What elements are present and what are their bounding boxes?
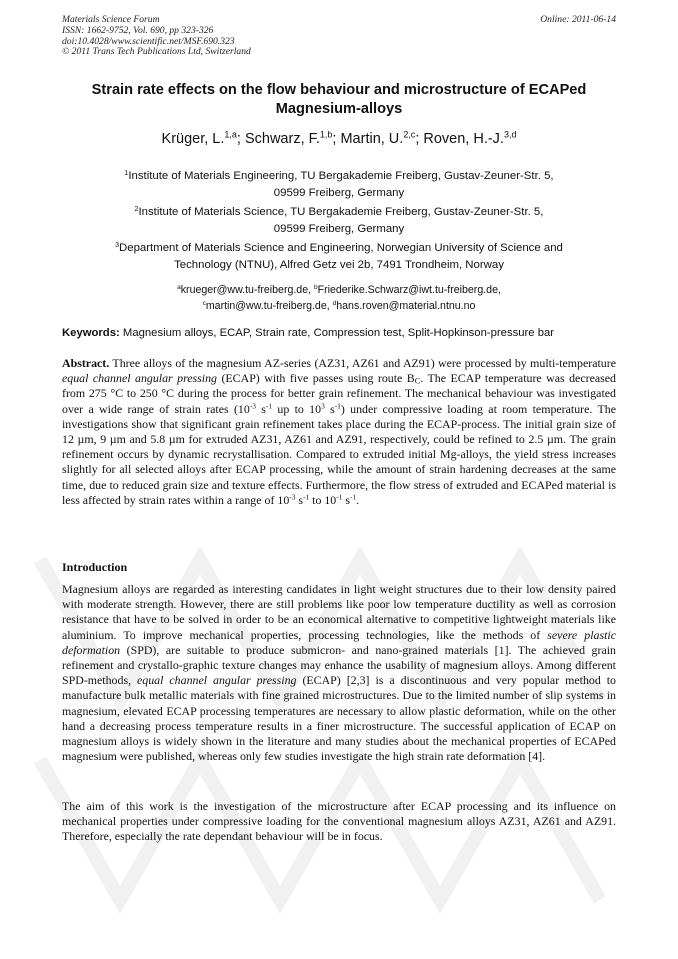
- journal-header: [62, 15, 616, 58]
- email-b: Friederike.Schwarz@iwt.tu-freiberg.de,: [317, 284, 501, 296]
- author-3: Martin, U.$^{2,c}$;: [340, 129, 424, 147]
- author-1: Krüger, L.$^{1,a}$;: [161, 129, 245, 147]
- abstract: Abstract. Three alloys of the magnesium AZ-series (AZ31, AZ61 and AZ91) were processed by multi-temperature equal channel angular pressing (ECAP) with five passes using route $B_C$. The ECAP temperature was decreased from 275 °C to 250 °C during the process for better grain refinement. The mechanical behaviour was investigated over a wide range of strain rates ($10^{-3}$ $s^{-1}$ up to $10^3$ $s^{-1}$) under compressive loading at room temperature. The investigations show that significant grain refinement takes place during the ECAP-process. The initial grain size of 12 µm, 9 µm and 5.8 µm for extruded AZ31, AZ61 and AZ91, respectively, could be refined to 2.5 µm. The grain refinement occurs by dynamic recrystallisation. Compared to extruded initial Mg-alloys, the yield stress increases slightly for all selected alloys after ECAP processing, while the amount of strain hardening decreases at the same time, due to reduced grain size and texture effects. Furthermore, the flow stress of extruded and ECAPed material is less affected by strain rates within a range of $10^{-3}$ $s^{-1}$ to $10^{-1}$ $s^{-1}$.: [62, 356, 616, 507]
- affiliation-1: $^1$Institute of Materials Engineering, TU Bergakademie Freiberg, Gustav-Zeuner-Str. 5, 09599 Freiberg, Germany: [124, 169, 554, 199]
- keywords-text: Magnesium alloys, ECAP, Strain rate, Compression test, Split-Hopkinson-pressure bar: [119, 327, 555, 339]
- journal-name: Materials Science Forum: [62, 14, 160, 25]
- intro-paragraph-1: Magnesium alloys are regarded as interesting candidates in light weight structures due to their low density paired with moderate strength. However, there are still problems like poor low temperature ductility as well as corrosion resistance that have to be solved in order to be an economical alternative to competitive lightweight materials like aluminium. To improve mechanical properties, processing technologies, like the methods of severe plastic deformation (SPD), are suitable to produce submicron- and nano-grained materials [1]. The achieved grain refinement and crystallo-graphic texture changes may enhance the usability of magnesium alloys. Among different SPD-methods, equal channel angular pressing (ECAP) [2,3] is a discontinuous and very popular method to manufacture bulk metallic materials with fine grained microstructures. Due to the limited number of slip systems in magnesium, elevated ECAP processing temperatures are necessary to allow plastic deformation, while on the other hand a decreasing process temperature results in a finer microstructure. The successful application of ECAP on magnesium alloys is widely shown in the literature and many studies about the mechanical properties of ECAPed magnesium were published, whereas only few studies investigate the high strain rate deformation [4].: [62, 582, 616, 764]
- keywords-label: Keywords:: [62, 327, 120, 339]
- paper-title: [62, 81, 616, 119]
- copyright-line: © 2011 Trans Tech Publications Ltd, Switzerland: [62, 46, 251, 58]
- doi-line: doi:10.4028/www.scientific.net/MSF.690.323: [62, 35, 235, 47]
- email-list: $^a$krueger@ww.tu-freiberg.de, $^b$Friederike.Schwarz@iwt.tu-freiberg.de, $^c$martin@ww.tu-freiberg.de, $^d$hans.roven@material.ntnu.no: [177, 284, 501, 312]
- abstract-label: Abstract.: [62, 356, 110, 370]
- title-line-2: Magnesium-alloys: [275, 101, 403, 117]
- author-2: Schwarz, F.$^{1,b}$;: [244, 129, 341, 147]
- title-line-1: Strain rate effects on the flow behaviour and microstructure of ECAPed: [91, 82, 587, 98]
- author-list: [62, 130, 616, 148]
- keywords: [62, 326, 622, 341]
- email-a: krueger@ww.tu-freiberg.de,: [180, 284, 314, 296]
- email-c: martin@ww.tu-freiberg.de,: [205, 299, 333, 312]
- issn-line: ISSN: 1662-9752, Vol. 690, pp 323-326: [62, 24, 214, 36]
- author-4: Roven, H.-J.$^{3,d}$: [423, 129, 517, 147]
- affiliation-3: $^3$Department of Materials Science and Engineering, Norwegian University of Science and Technology (NTNU), Alfred Getz vei 2b, 7491 Trondheim, Norway: [115, 241, 563, 271]
- intro-paragraph-2: The aim of this work is the investigation of the microstructure after ECAP processing and its influence on mechanical properties under compressive loading for the conventional magnesium alloys AZ31, AZ61 and AZ91. Therefore, especially the rate dependant behaviour will be in focus.: [62, 799, 616, 844]
- affiliation-2: $^2$Institute of Materials Science, TU Bergakademie Freiberg, Gustav-Zeuner-Str. 5, 09599 Freiberg, Germany: [134, 205, 544, 235]
- section-heading-introduction: Introduction: [62, 560, 128, 574]
- email-d: hans.roven@material.ntnu.no: [336, 299, 476, 312]
- online-date: Online: 2011-06-14: [540, 14, 616, 25]
